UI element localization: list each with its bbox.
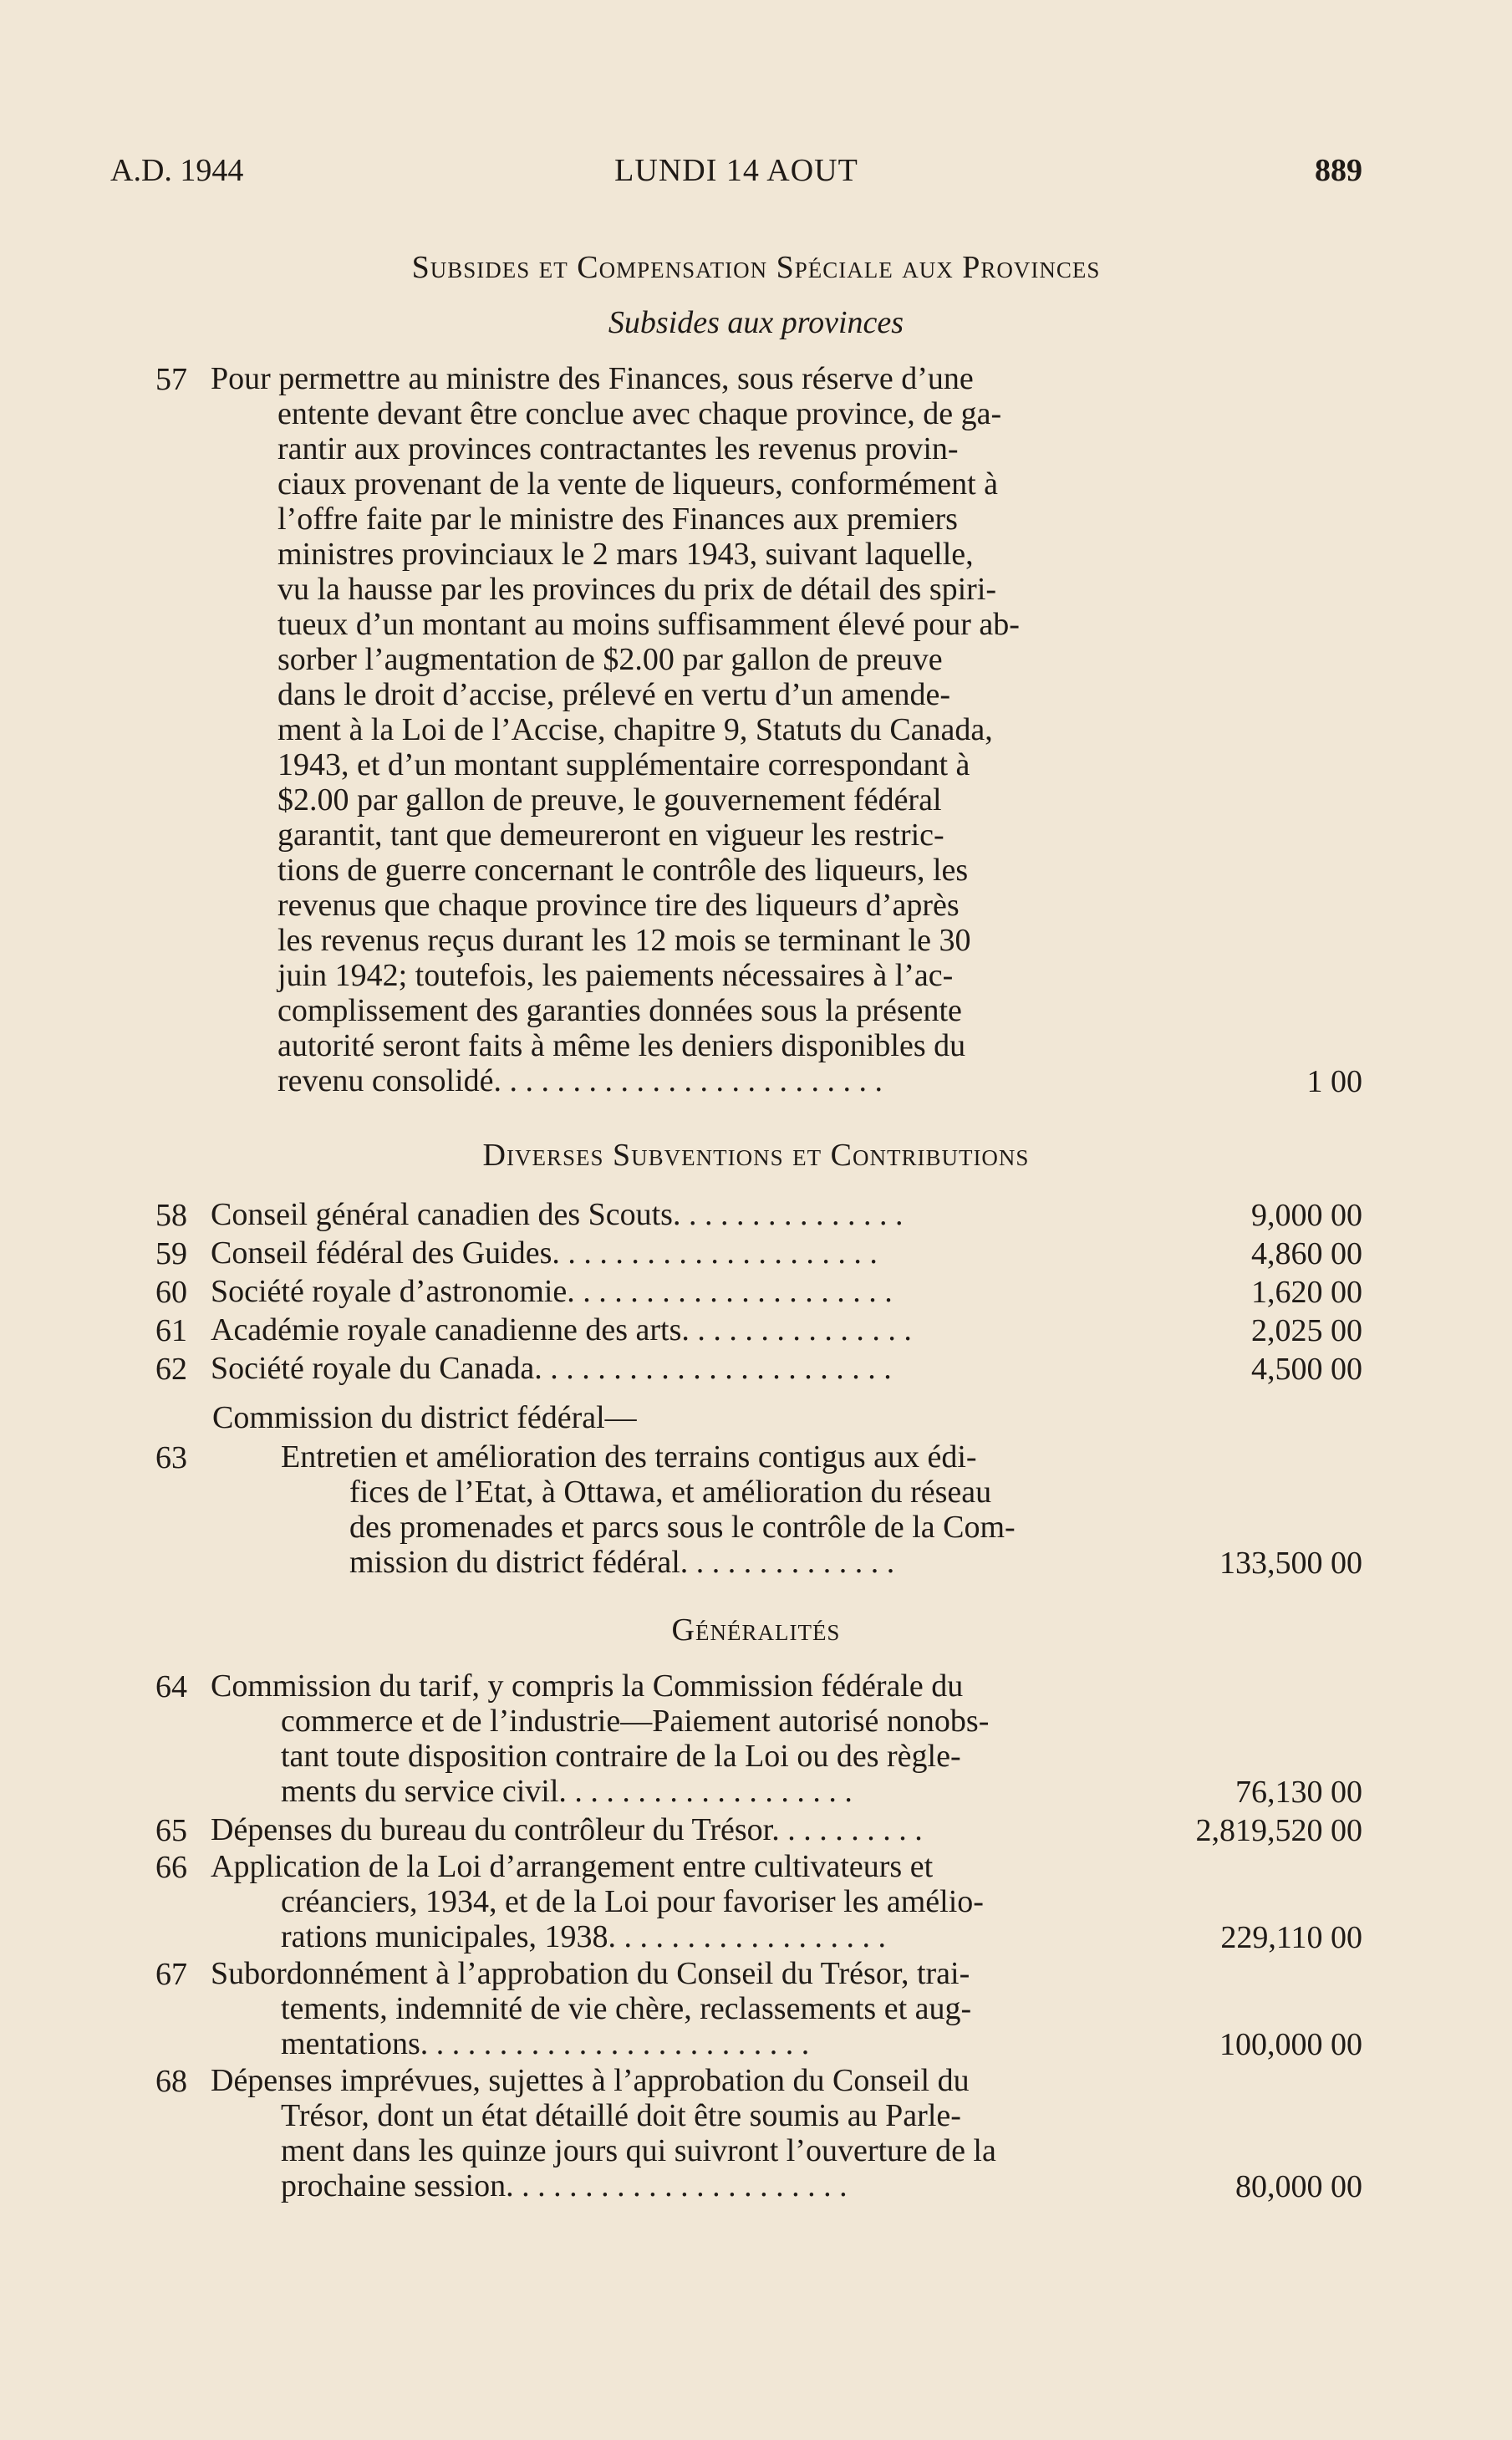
item-66-last-label: rations municipales, 1938 [281,1919,608,1954]
item-number: 67 [155,1957,187,1992]
item-66-amount: 229,110 00 [1220,1920,1362,1955]
item-57-line-8: sorber l’augmentation de $2.00 par gallon de preuve [277,642,943,677]
leader-dots: . . . . . . . . . . . . . . . . . . . . . [552,1235,878,1271]
item-57-line-0: Pour permettre au ministre des Finances, sous réserve d’une [211,361,974,396]
item-number: 64 [155,1669,187,1704]
item-66-line-0: Application de la Loi d’arrangement entre cultivateurs et [211,1849,934,1884]
section-title-subsidies: Subsides et Compensation Spéciale aux Provinces [411,250,1101,285]
item-65-label: Dépenses du bureau du contrôleur du Trésor [211,1812,772,1847]
leader-dots: . . . . . . . . . . . . . . . . . . . . . . [506,2168,848,2203]
item-57-line-1: entente devant être conclue avec chaque province, de ga- [277,396,1002,431]
item-58-amount: 9,000 00 [1251,1198,1362,1233]
item-60-label: Société royale d’astronomie [211,1274,568,1309]
item-57-line-12: $2.00 par gallon de preuve, le gouvernement fédéral [277,782,942,818]
item-63-line-2: des promenades et parcs sous le contrôle de la Com- [349,1510,1016,1545]
item-63-line-1: fices de l’Etat, à Ottawa, et amélioration du réseau [349,1475,992,1510]
item-57-line-7: tueux d’un montant au moins suffisamment élevé pour ab- [277,607,1020,642]
item-number: 57 [155,362,187,397]
item-61-label: Académie royale canadienne des arts [211,1312,682,1347]
item-57-line-2: rantir aux provinces contractantes les revenus provin- [277,431,959,466]
item-57-line-4: l’offre faite par le ministre des Finances aux premiers [277,502,958,537]
section-title-general: Généralités [671,1612,841,1648]
item-64-last-label: ments du service civil [281,1774,559,1809]
item-58-label: Conseil général canadien des Scouts [211,1197,673,1232]
item-59 [155,1235,1362,1271]
item-68-line-2: ment dans les quinze jours qui suivront l’ouverture de la [281,2133,996,2168]
item-57-line-11: 1943, et d’un montant supplémentaire correspondant à [277,747,970,782]
leader-dots: . . . . . . . . . . . . . . . [681,1312,912,1347]
item-57 [155,361,1362,1113]
item-number: 61 [155,1313,187,1348]
leader-dots: . . . . . . . . . . . . . . . . . . . . . . . . . [493,1063,883,1098]
leader-dots: . . . . . . . . . . . . . . . . . . . . . . . [534,1351,892,1386]
item-57-line-15: revenus que chaque province tire des liqueurs d’après [277,888,960,923]
item-number: 66 [155,1850,187,1885]
item-59-label: Conseil fédéral des Guides [211,1235,552,1271]
item-65-amount: 2,819,520 00 [1195,1813,1362,1848]
item-63-last-label: mission du district fédéral [349,1545,680,1580]
item-57-line-17: juin 1942; toutefois, les paiements nécessaires à l’ac- [277,958,954,993]
item-61-amount: 2,025 00 [1251,1313,1362,1348]
item-number: 59 [155,1236,187,1271]
item-57-line-13: garantit, tant que demeureront en vigueur les restric- [277,818,944,853]
item-number: 58 [155,1198,187,1233]
item-57-line-5: ministres provinciaux le 2 mars 1943, suivant laquelle, [277,537,974,572]
item-57-line-18: complissement des garanties données sous la présente [277,993,962,1028]
leader-dots: . . . . . . . . . . . . . . . [672,1197,904,1232]
item-67 [155,1956,1362,2061]
item-64-amount: 76,130 00 [1235,1775,1362,1810]
item-64-line-2: tant toute disposition contraire de la Loi ou des règle- [281,1739,961,1774]
item-57-line-6: vu la hausse par les provinces du prix de détail des spiri- [277,572,997,607]
item-57-last-label: revenu consolidé [277,1063,494,1098]
item-57-line-14: tions de guerre concernant le contrôle des liqueurs, les [277,853,969,888]
item-67-line-1: tements, indemnité de vie chère, reclassements et aug- [281,1991,972,2026]
leader-dots: . . . . . . . . . . [771,1812,923,1847]
item-64-line-1: commerce et de l’industrie—Paiement autorisé nonobs- [281,1704,990,1739]
item-number: 65 [155,1813,187,1848]
item-57-line-19: autorité seront faits à même les deniers disponibles du [277,1028,966,1063]
item-60 [155,1274,1362,1309]
item-57-line-3: ciaux provenant de la vente de liqueurs, conformément à [277,466,999,502]
item-61 [155,1312,1362,1347]
item-57-line-16: les revenus reçus durant les 12 mois se terminant le 30 [277,923,971,958]
item-number: 68 [155,2064,187,2099]
leader-dots: . . . . . . . . . . . . . . . . . . [608,1919,887,1954]
page-number: 889 [1315,153,1362,188]
section-subtitle-subsidies: Subsides aux provinces [608,305,904,340]
item-60-amount: 1,620 00 [1251,1275,1362,1310]
item-number: 63 [155,1440,187,1475]
item-number: 62 [155,1352,187,1387]
item-64 [155,1668,1362,1809]
item-number: 60 [155,1275,187,1310]
item-63 [155,1439,1362,1590]
item-62-amount: 4,500 00 [1251,1352,1362,1387]
header-year: A.D. 1944 [110,153,244,188]
leader-dots: . . . . . . . . . . . . . . . . . . . . . . . . . [420,2026,810,2061]
item-67-last-label: mentations [281,2026,420,2061]
item-66 [155,1849,1362,1954]
item-68-line-1: Trésor, dont un état détaillé doit être soumis au Parle- [281,2098,961,2133]
header-date: LUNDI 14 AOUT [614,153,858,188]
item-59-amount: 4,860 00 [1251,1236,1362,1271]
item-62-label: Société royale du Canada [211,1351,535,1386]
page-header [110,152,1362,202]
item-66-line-1: créanciers, 1934, et de la Loi pour favoriser les amélio- [281,1884,984,1919]
item-64-line-0: Commission du tarif, y compris la Commission fédérale du [211,1668,964,1704]
item-57-line-10: ment à la Loi de l’Accise, chapitre 9, Statuts du Canada, [277,712,993,747]
item-58 [155,1197,1362,1232]
item-67-line-0: Subordonnément à l’approbation du Conseil du Trésor, trai- [211,1956,970,1991]
leader-dots: . . . . . . . . . . . . . . [680,1545,895,1580]
item-67-amount: 100,000 00 [1219,2027,1362,2062]
item-68-amount: 80,000 00 [1235,2169,1362,2204]
subhead-commission-district: Commission du district fédéral— [212,1400,637,1435]
item-63-line-0: Entretien et amélioration des terrains contigus aux édi- [281,1439,977,1475]
item-62 [155,1351,1362,1386]
item-57-line-9: dans le droit d’accise, prélevé en vertu d’un amende- [277,677,951,712]
item-57-amount: 1 00 [1306,1064,1362,1099]
leader-dots: . . . . . . . . . . . . . . . . . . . [558,1774,853,1809]
item-68-last-label: prochaine session [281,2168,507,2203]
leader-dots: . . . . . . . . . . . . . . . . . . . . . [567,1274,893,1309]
item-65 [155,1812,1362,1847]
item-63-amount: 133,500 00 [1219,1546,1362,1581]
item-68-line-0: Dépenses imprévues, sujettes à l’approbation du Conseil du [211,2063,970,2098]
section-title-diverse: Diverses Subventions et Contributions [482,1138,1030,1173]
item-68 [155,2063,1362,2203]
